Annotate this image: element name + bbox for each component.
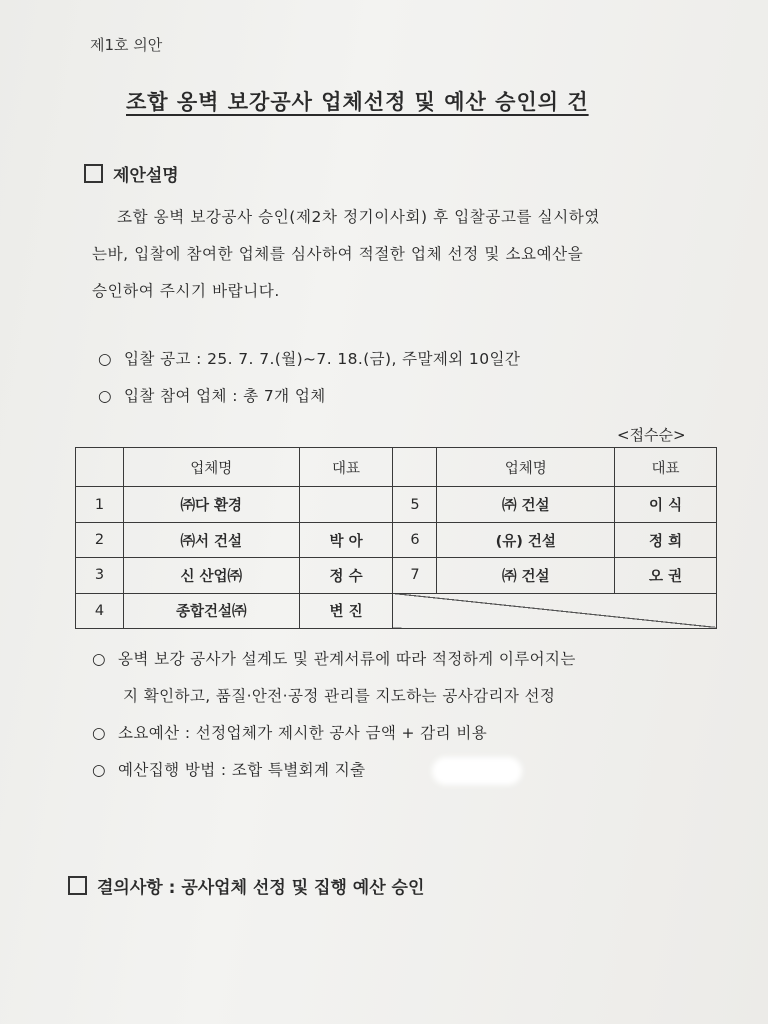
circle-bullet-icon: ○ (92, 650, 106, 668)
bullet-supervisor-text: 옹벽 보강 공사가 설계도 및 관계서류에 따라 적정하게 이루어지는 (118, 650, 576, 668)
bullet-budget (92, 721, 487, 743)
table-row (76, 558, 717, 593)
representative: 이 식 (615, 487, 717, 522)
bullet-bid-notice-text: 입찰 공고 : 25. 7. 7.(월)~7. 18.(금), 주말제외 10일간 (124, 350, 521, 368)
bullet-bidders-text: 입찰 참여 업체 : 총 7개 업체 (124, 387, 326, 405)
company-name: ㈜다 환경 (123, 487, 299, 522)
circle-bullet-icon: ○ (98, 387, 112, 405)
bidders-table (75, 447, 717, 629)
proposal-line-1: 조합 옹벽 보강공사 승인(제2차 정기이사회) 후 입찰공고를 실시하였 (117, 208, 600, 226)
header-rep-right: 대표 (615, 448, 717, 487)
row-number: 3 (76, 558, 124, 593)
table-row (76, 522, 717, 557)
table-order-note: <접수순> (617, 426, 686, 444)
representative: 박 아 (299, 522, 393, 557)
row-number: 6 (393, 522, 437, 557)
row-number: 1 (76, 487, 124, 522)
bullet-bid-notice (98, 347, 520, 369)
agenda-number: 제1호 의안 (90, 36, 163, 54)
empty-cell-diagonal (393, 593, 717, 628)
row-number: 7 (393, 558, 437, 593)
company-name: ㈜서 건설 (123, 522, 299, 557)
proposal-line-2: 는바, 입찰에 참여한 업체를 심사하여 적절한 업체 선정 및 소요예산을 (92, 245, 584, 263)
company-name: ㈜ 건설 (437, 558, 615, 593)
checkbox-square-icon (68, 876, 87, 895)
section-proposal-heading (84, 161, 179, 186)
row-number: 5 (393, 487, 437, 522)
proposal-line-3: 승인하여 주시기 바랍니다. (92, 282, 280, 300)
section-proposal-label: 제안설명 (113, 166, 179, 186)
header-no-left (76, 448, 124, 487)
document-title: 조합 옹벽 보강공사 업체선정 및 예산 승인의 건 (126, 90, 589, 114)
section-resolution-heading (68, 873, 424, 898)
row-number: 4 (76, 593, 124, 628)
company-name: 종합건설㈜ (123, 593, 299, 628)
row-number: 2 (76, 522, 124, 557)
bullet-execution (92, 758, 365, 780)
header-no-right (393, 448, 437, 487)
representative: 정 희 (615, 522, 717, 557)
table-row (76, 593, 717, 628)
bullet-execution-text: 예산집행 방법 : 조합 특별회계 지출 (118, 761, 366, 779)
table-row (76, 487, 717, 522)
header-rep-left: 대표 (299, 448, 393, 487)
header-company-right: 업체명 (437, 448, 615, 487)
company-name: 신 산업㈜ (123, 558, 299, 593)
bullet-supervisor-cont: 지 확인하고, 품질·안전·공정 관리를 지도하는 공사감리자 선정 (123, 687, 556, 705)
circle-bullet-icon: ○ (98, 350, 112, 368)
checkbox-square-icon (84, 164, 103, 183)
circle-bullet-icon: ○ (92, 724, 106, 742)
representative (299, 487, 393, 522)
company-name: ㈜ 건설 (437, 487, 615, 522)
section-resolution-label: 결의사항 : 공사업체 선정 및 집행 예산 승인 (97, 878, 425, 898)
bullet-supervisor (92, 647, 576, 669)
redaction-blur (432, 757, 522, 785)
representative: 변 진 (299, 593, 393, 628)
company-name: (유) 건설 (437, 522, 615, 557)
bullet-bidders (98, 384, 326, 406)
circle-bullet-icon: ○ (92, 761, 106, 779)
representative: 오 권 (615, 558, 717, 593)
header-company-left: 업체명 (123, 448, 299, 487)
bullet-budget-text: 소요예산 : 선정업체가 제시한 공사 금액 + 감리 비용 (118, 724, 488, 742)
representative: 정 수 (299, 558, 393, 593)
table-header-row (76, 448, 717, 487)
